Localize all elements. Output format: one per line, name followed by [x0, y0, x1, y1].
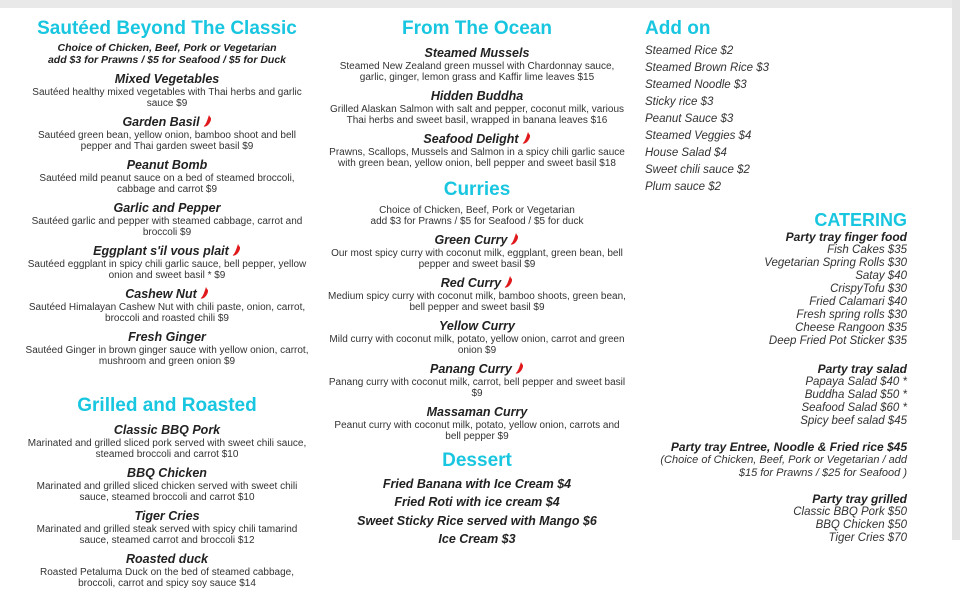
- dessert-item: Fried Roti with ice cream $4: [394, 495, 560, 509]
- item-name: Red Curry: [440, 276, 502, 290]
- item-name: Green Curry: [434, 233, 508, 247]
- dessert-title: Dessert: [442, 450, 512, 471]
- item-name: Mixed Vegetables: [114, 72, 220, 86]
- addon-item: Peanut Sauce $3: [645, 113, 734, 125]
- item-name: Peanut Bomb: [126, 158, 208, 172]
- ocean-title: From The Ocean: [402, 18, 552, 39]
- item-desc: Steamed New Zealand green mussel with Chardonnay sauce, garlic, ginger, lemon grass and Kaffir lime leaves $15: [339, 61, 615, 83]
- item-desc: Medium spicy curry with coconut milk, bamboo shoots, green bean, bell pepper and sweet basil $9: [328, 291, 626, 313]
- item-desc: Marinated and grilled sliced chicken served with sweet chili sauce, steamed broccoli and carrot $10: [36, 481, 298, 503]
- menu-item-mixed-vegetables: [22, 72, 312, 109]
- column-sauteed-grilled: [22, 14, 312, 589]
- item-desc: Sautéed eggplant in spicy chili garlic sauce, bell pepper, yellow onion and sweet basil * $9: [27, 259, 307, 281]
- menu-item-massaman-curry: [328, 405, 626, 442]
- addon-title: Add on: [645, 18, 711, 39]
- catering-item: Satay $40: [855, 270, 907, 282]
- entree-note: (Choice of Chicken, Beef, Pork or Vegetarian / add: [660, 454, 907, 466]
- sauteed-note-addon: add $3 for Prawns / $5 for Seafood / $5 for Duck: [47, 54, 287, 66]
- item-name: Steamed Mussels: [424, 46, 530, 60]
- menu-item-yellow-curry: [328, 319, 626, 356]
- catering-item: Spicy beef salad $45: [800, 415, 907, 427]
- chili-pepper-icon: [522, 132, 531, 144]
- catering-item: Seafood Salad $60 *: [801, 402, 907, 414]
- curries-title: Curries: [443, 179, 511, 200]
- menu-item-green-curry: [328, 233, 626, 270]
- menu-item-garlic-pepper: [22, 201, 312, 238]
- addon-list: [645, 43, 915, 196]
- chili-pepper-icon: [203, 115, 212, 127]
- top-edge: [0, 0, 960, 8]
- curries-note-choice: Choice of Chicken, Beef, Pork or Vegetarian: [379, 205, 575, 216]
- menu-item-panang-curry: [328, 362, 626, 399]
- chili-pepper-icon: [200, 287, 209, 299]
- menu-item-cashew-nut: [22, 287, 312, 324]
- catering-item: Tiger Cries $70: [828, 532, 907, 544]
- item-desc: Peanut curry with coconut milk, potato, yellow onion, carrots and bell pepper $9: [334, 420, 620, 442]
- dessert-item: Fried Banana with Ice Cream $4: [382, 476, 572, 491]
- menu-item-bbq-chicken: [22, 466, 312, 503]
- right-edge: [952, 0, 960, 540]
- finger-food-title: Party tray finger food: [785, 230, 907, 244]
- column-addons-catering: [645, 14, 915, 545]
- item-name: BBQ Chicken: [127, 466, 207, 480]
- dessert-item: Sweet Sticky Rice served with Mango $6: [357, 513, 597, 528]
- menu-item-garden-basil: [22, 115, 312, 152]
- item-desc: Marinated and grilled steak served with spicy chili tamarind sauce, steamed carrot and broccoli $12: [36, 524, 298, 546]
- catering-item: Cheese Rangoon $35: [795, 322, 907, 334]
- item-desc: Our most spicy curry with coconut milk, eggplant, green bean, bell pepper and sweet basil $9: [331, 248, 623, 270]
- catering-item: Fish Cakes $35: [827, 244, 907, 256]
- item-desc: Sautéed green bean, yellow onion, bamboo shoot and bell pepper and Thai garden sweet basil $9: [38, 130, 296, 152]
- dessert-item: Ice Cream $3: [438, 532, 516, 546]
- catering-item: Vegetarian Spring Rolls $30: [764, 257, 907, 269]
- item-name: Panang Curry: [430, 362, 512, 376]
- item-name: Cashew Nut: [125, 287, 197, 301]
- item-name: Hidden Buddha: [430, 89, 524, 103]
- catering-item: CrispyTofu $30: [830, 283, 907, 295]
- menu-item-roasted-duck: [22, 552, 312, 589]
- item-name: Garlic and Pepper: [113, 201, 221, 215]
- catering-item: Classic BBQ Pork $50: [793, 506, 907, 518]
- item-name: Yellow Curry: [439, 319, 515, 333]
- menu-item-eggplant: [22, 244, 312, 281]
- menu-item-peanut-bomb: [22, 158, 312, 195]
- item-desc: Roasted Petaluma Duck on the bed of steamed cabbage, broccoli, carrot and spicy soy sauce $14: [39, 567, 295, 589]
- menu-item-classic-bbq-pork: [22, 423, 312, 460]
- entree-title: Party tray Entree, Noodle & Fried rice $45: [670, 440, 907, 454]
- sauteed-note-choice: Choice of Chicken, Beef, Pork or Vegetarian: [57, 42, 277, 54]
- grilled-tray-title: Party tray grilled: [812, 492, 907, 506]
- item-name: Classic BBQ Pork: [113, 423, 221, 437]
- curries-note-addon: add $3 for Prawns / $5 for Seafood / $5 for duck: [370, 216, 584, 227]
- column-ocean-curries-dessert: [328, 14, 626, 546]
- catering-title: CATERING: [814, 210, 907, 230]
- menu-item-tiger-cries: [22, 509, 312, 546]
- item-name: Tiger Cries: [134, 509, 200, 523]
- menu-item-hidden-buddha: [328, 89, 626, 126]
- item-desc: Sautéed healthy mixed vegetables with Thai herbs and garlic sauce $9: [32, 87, 302, 109]
- salad-title: Party tray salad: [817, 362, 907, 376]
- menu-item-seafood-delight: [328, 132, 626, 169]
- addon-item: Steamed Noodle $3: [645, 79, 747, 91]
- item-desc: Panang curry with coconut milk, carrot, bell pepper and sweet basil $9: [328, 377, 626, 399]
- addon-item: Steamed Rice $2: [645, 45, 734, 57]
- catering-item: Buddha Salad $50 *: [804, 389, 907, 401]
- addon-item: Sticky rice $3: [645, 96, 714, 108]
- menu-item-fresh-ginger: [22, 330, 312, 367]
- menu-item-red-curry: [328, 276, 626, 313]
- item-desc: Mild curry with coconut milk, potato, yellow onion, carrot and green onion $9: [329, 334, 625, 356]
- addon-item: Sweet chili sauce $2: [645, 164, 750, 176]
- catering-item: Fried Calamari $40: [809, 296, 907, 308]
- catering-item: Papaya Salad $40 *: [805, 376, 907, 388]
- item-desc: Sautéed garlic and pepper with steamed cabbage, carrot and broccoli $9: [31, 216, 303, 238]
- addon-item: Steamed Veggies $4: [645, 130, 752, 142]
- menu-item-steamed-mussels: [328, 46, 626, 83]
- addon-item: Plum sauce $2: [645, 181, 722, 193]
- chili-pepper-icon: [504, 276, 513, 288]
- addon-item: Steamed Brown Rice $3: [645, 62, 770, 74]
- grilled-title: Grilled and Roasted: [77, 395, 257, 416]
- item-name: Seafood Delight: [423, 132, 519, 146]
- catering-section: [645, 210, 915, 545]
- catering-item: Fresh spring rolls $30: [796, 309, 907, 321]
- item-desc: Grilled Alaskan Salmon with salt and pepper, coconut milk, various Thai herbs and sweet basil, wrapped in banana leaves $16: [329, 104, 625, 126]
- item-desc: Sautéed Himalayan Cashew Nut with chili paste, onion, carrot, broccoli and roasted chili $9: [28, 302, 306, 324]
- item-desc: Marinated and grilled sliced pork served with sweet chili sauce, steamed broccoli and carrot $10: [27, 438, 307, 460]
- chili-pepper-icon: [515, 362, 524, 374]
- item-desc: Sautéed Ginger in brown ginger sauce with yellow onion, carrot, mushroom and green onion $9: [25, 345, 309, 367]
- entree-note: $15 for Prawns / $25 for Seafood ): [738, 467, 907, 479]
- item-name: Eggplant s'il vous plait: [93, 244, 229, 258]
- item-name: Roasted duck: [126, 552, 208, 566]
- item-desc: Sautéed mild peanut sauce on a bed of steamed broccoli, cabbage and carrot $9: [39, 173, 295, 195]
- sauteed-title: Sautéed Beyond The Classic: [37, 18, 297, 39]
- item-name: Massaman Curry: [426, 405, 528, 419]
- item-desc: Prawns, Scallops, Mussels and Salmon in a spicy chili garlic sauce with green bean, yellow onion, bell pepper and sweet basil $18: [329, 147, 625, 169]
- item-name: Fresh Ginger: [128, 330, 206, 344]
- chili-pepper-icon: [510, 233, 519, 245]
- catering-item: BBQ Chicken $50: [815, 519, 907, 531]
- chili-pepper-icon: [232, 244, 241, 256]
- catering-item: Deep Fried Pot Sticker $35: [768, 335, 907, 347]
- addon-item: House Salad $4: [645, 147, 727, 159]
- item-name: Garden Basil: [122, 115, 200, 129]
